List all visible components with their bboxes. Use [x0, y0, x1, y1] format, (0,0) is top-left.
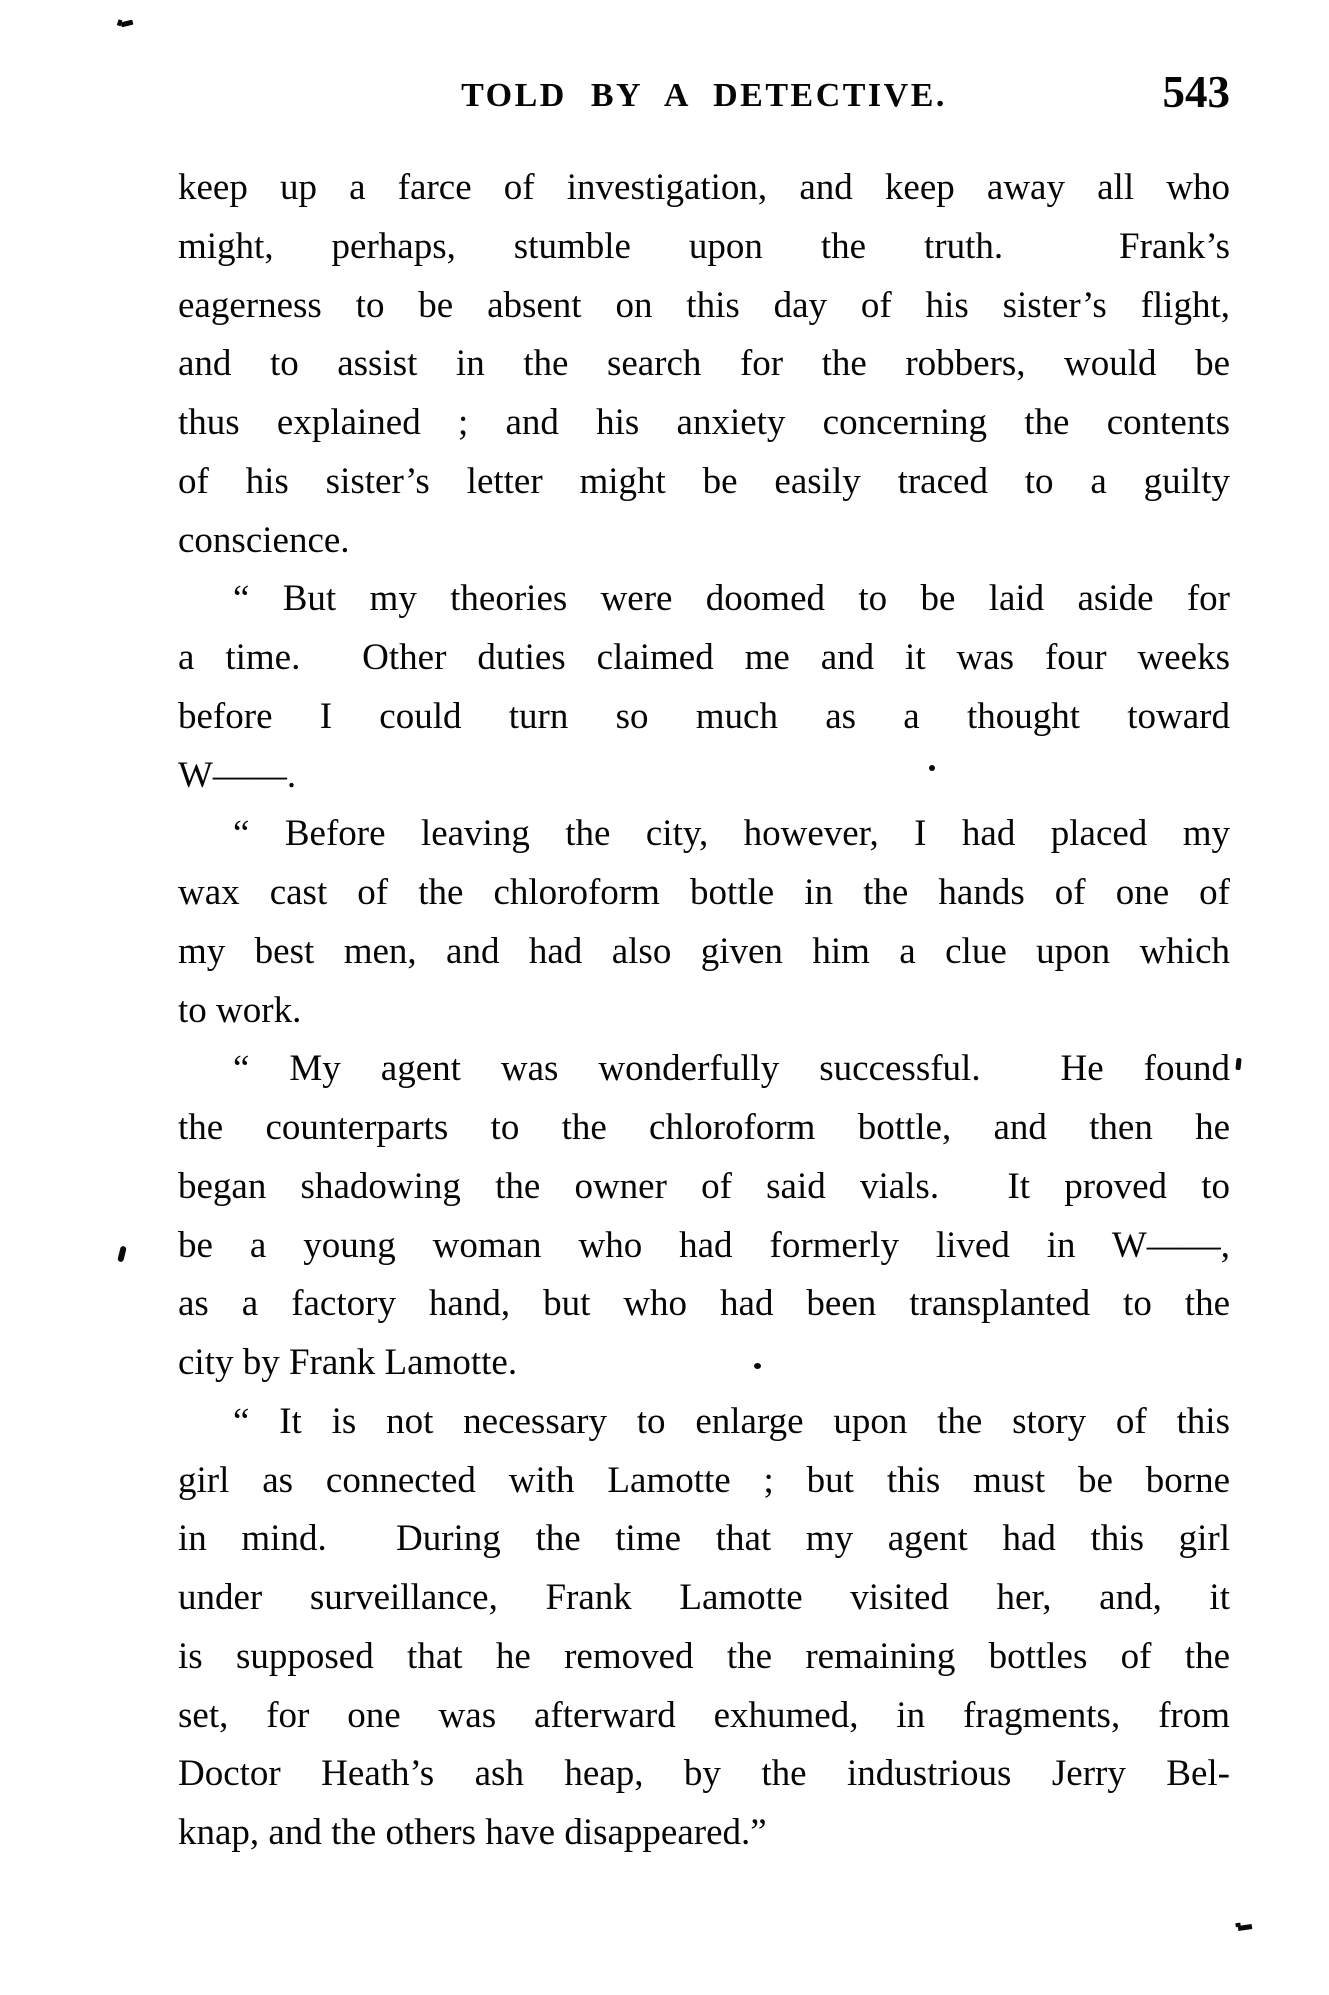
text-line: in mind. During the time that my agent had this girl: [178, 1518, 1230, 1560]
stray-ink-mark: [121, 20, 134, 28]
text-line: girl as connected with Lamotte ; but this must be borne: [178, 1459, 1230, 1501]
text-line: might, perhaps, stumble upon the truth. Frank’s: [178, 225, 1230, 267]
running-title: TOLD BY A DETECTIVE.: [461, 77, 947, 114]
text-line: “ Before leaving the city, however, I had placed my: [233, 813, 1230, 855]
text-line: be a young woman who had formerly lived in W——,: [178, 1224, 1230, 1266]
stray-ink-mark: [1238, 1924, 1253, 1931]
stray-ink-mark: [1235, 1058, 1241, 1070]
text-line: a time. Other duties claimed me and it was four weeks: [178, 637, 1230, 678]
text-line: under surveillance, Frank Lamotte visited her, and, it: [178, 1577, 1230, 1618]
text-line: keep up a farce of investigation, and keep away all who: [178, 167, 1230, 208]
text-line: city by Frank Lamotte.: [178, 1342, 518, 1383]
text-line: of his sister’s letter might be easily traced to a guilty: [178, 460, 1230, 502]
text-line: my best men, and had also given him a clue upon which: [178, 930, 1230, 972]
stray-ink-mark: [117, 1246, 127, 1263]
text-line: “ But my theories were doomed to be laid aside for: [233, 578, 1230, 620]
text-line: eagerness to be absent on this day of his sister’s flight,: [178, 284, 1230, 326]
text-line: wax cast of the chloroform bottle in the hands of one of: [178, 872, 1230, 913]
text-line: “ My agent was wonderfully successful. He found: [233, 1048, 1230, 1090]
text-line: conscience.: [178, 519, 350, 561]
page-text: [178, 159, 1230, 1863]
text-line: began shadowing the owner of said vials. It proved to: [178, 1165, 1230, 1207]
text-line: W——.: [178, 754, 297, 796]
text-line: as a factory hand, but who had been transplanted to the: [178, 1283, 1230, 1325]
text-line: is supposed that he removed the remaining bottles of the: [178, 1635, 1230, 1677]
text-line: knap, and the others have disappeared.”: [178, 1812, 767, 1853]
text-line: before I could turn so much as a thought toward: [178, 695, 1230, 737]
page-number: 543: [1162, 67, 1230, 117]
text-line: the counterparts to the chloroform bottle, and then he: [178, 1107, 1230, 1148]
text-line: to work.: [178, 989, 302, 1031]
stray-ink-mark: [929, 765, 935, 771]
text-line: Doctor Heath’s ash heap, by the industrious Jerry Bel-: [178, 1753, 1230, 1795]
text-line: and to assist in the search for the robbers, would be: [178, 343, 1230, 385]
stray-ink-mark: [754, 1363, 761, 1369]
text-line: thus explained ; and his anxiety concerning the contents: [178, 402, 1230, 443]
text-line: set, for one was afterward exhumed, in fragments, from: [178, 1694, 1230, 1736]
text-line: “ It is not necessary to enlarge upon the story of this: [233, 1400, 1230, 1442]
